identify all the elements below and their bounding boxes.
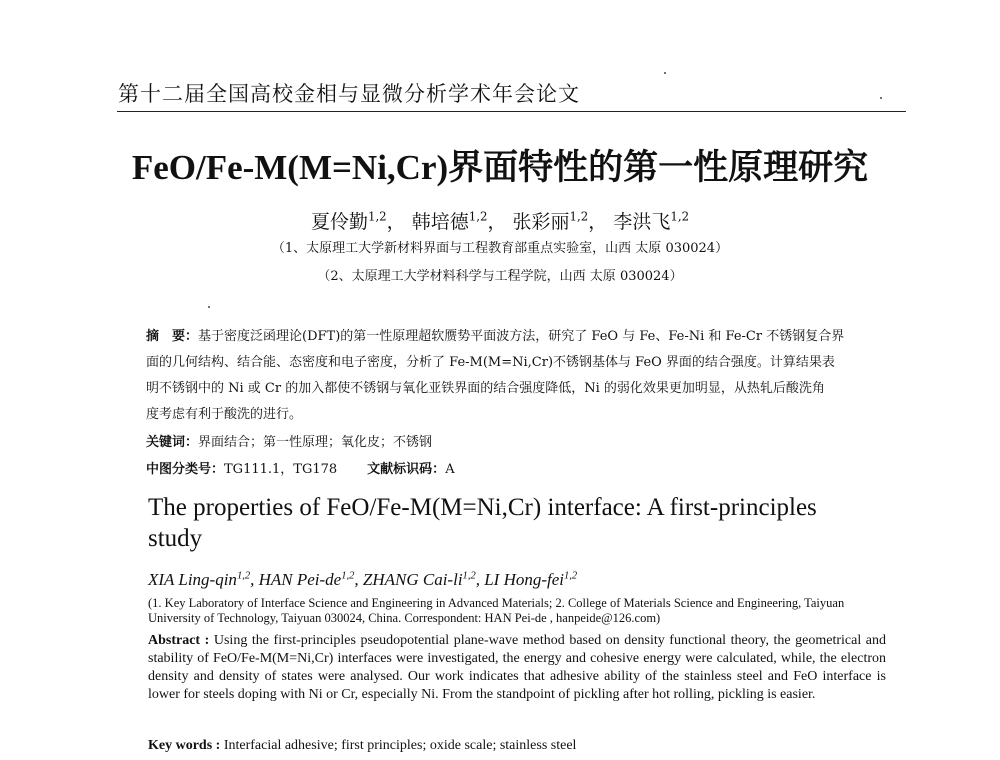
abstract-line-cn: 明不锈钢中的 Ni 或 Cr 的加入都使不锈钢与氧化亚铁界面的结合强度降低，Ni 的弱化效果更加明显，从热轧后酸洗角 [146, 381, 825, 396]
keywords-en [148, 738, 576, 754]
authors-en [148, 570, 577, 590]
clc-label-cn: 中图分类号： [146, 462, 225, 477]
abstract-label-en: Abstract : [148, 633, 210, 648]
scan-speck [880, 97, 882, 99]
abstract-line-cn: 度考虑有利于酸洗的进行。 [146, 407, 303, 422]
affiliation-2-cn: （2、太原理工大学材料科学与工程学院，山西 太原 030024） [317, 269, 683, 284]
paper-title-en: The properties of FeO/Fe-M(M=Ni,Cr) interface: A first-principles study [148, 494, 817, 552]
author-en: XIA Ling-qin [148, 570, 237, 589]
author-affil-sup: 1,2 [462, 570, 476, 582]
abstract-text-cn: 基于密度泛函理论(DFT)的第一性原理超软赝势平面波方法，研究了 FeO 与 Fe、Fe-Ni 和 Fe-Cr 不锈钢复合界 [198, 329, 845, 344]
keywords-label-en: Key words : [148, 738, 221, 753]
abstract-label-cn: 摘 要： [146, 329, 199, 344]
affiliation-en: (1. Key Laboratory of Interface Science and Engineering in Advanced Materials; 2. College of Materials Science and Engineering, Taiyuan University of Technology, Taiyuan 030024, China. Correspondent: HAN Pei-de , hanpeide@126.com) [148, 596, 845, 625]
keywords-cn [146, 431, 432, 450]
author-affil-sup: 1,2 [468, 209, 488, 224]
abstract-line-cn: 面的几何结构、结合能、态密度和电子密度，分析了 Fe-M(M=Ni,Cr)不锈钢基体与 FeO 界面的结合强度。计算结果表 [146, 355, 835, 370]
author-sep: , [250, 570, 259, 589]
author-cn: 韩培德 [411, 211, 469, 233]
keywords-text-cn: 界面结合；第一性原理；氧化皮；不锈钢 [198, 435, 433, 450]
author-sep: , [354, 570, 363, 589]
author-en: ZHANG Cai-li [362, 570, 463, 589]
author-cn: 李洪飞 [613, 211, 671, 233]
doccode-label-cn: 文献标识码： [367, 462, 446, 477]
abstract-line-cn [146, 325, 844, 344]
conference-header: 第十二届全国高校金相与显微分析学术年会论文 [118, 82, 580, 106]
abstract-text-en: Using the first-principles pseudopotential plane-wave method based on density functional theory, the geometrical and stability of FeO/Fe-M(M=Ni,Cr) interfaces were investigated, the energy and cohesive energy were calculated, while, the electron density and density of states were analysed. Our work indicates that adhesive ability of the stainless steel and FeO interface is lower for steels doping with Ni or Cr, especially Ni. From the standpoint of pickling after hot rolling, pickling is easier. [148, 633, 886, 702]
author-sep: ， [487, 211, 507, 233]
author-sep: ， [588, 211, 608, 233]
clc-value-cn: TG111.1，TG178 [224, 462, 338, 477]
author-cn: 张彩丽 [512, 211, 570, 233]
author-affil-sup: 1,2 [367, 209, 387, 224]
author-affil-sup: 1,2 [341, 570, 355, 582]
author-sep: ， [386, 211, 406, 233]
author-en: HAN Pei-de [258, 570, 342, 589]
author-sep: , [475, 570, 485, 589]
authors-cn [0, 207, 1000, 234]
affiliation-1-cn: （1、太原理工大学新材料界面与工程教育部重点实验室，山西 太原 030024） [271, 241, 729, 256]
author-affil-sup: 1,2 [670, 209, 690, 224]
classification-cn [146, 458, 455, 477]
paper-title-cn: FeO/Fe-M(M=Ni,Cr)界面特性的第一性原理研究 [131, 148, 869, 187]
scan-speck [664, 72, 666, 74]
keywords-text-en: Interfacial adhesive; first principles; oxide scale; stainless steel [223, 738, 577, 753]
author-en: LI Hong-fei [484, 570, 565, 589]
doccode-value-cn: A [445, 462, 455, 477]
author-affil-sup: 1,2 [569, 209, 589, 224]
header-rule [117, 111, 906, 112]
abstract-en [148, 632, 886, 704]
author-cn: 夏伶勤 [310, 211, 368, 233]
keywords-label-cn: 关键词： [146, 435, 199, 450]
author-affil-sup: 1,2 [564, 570, 578, 582]
scan-speck [208, 306, 210, 308]
author-affil-sup: 1,2 [236, 570, 251, 582]
